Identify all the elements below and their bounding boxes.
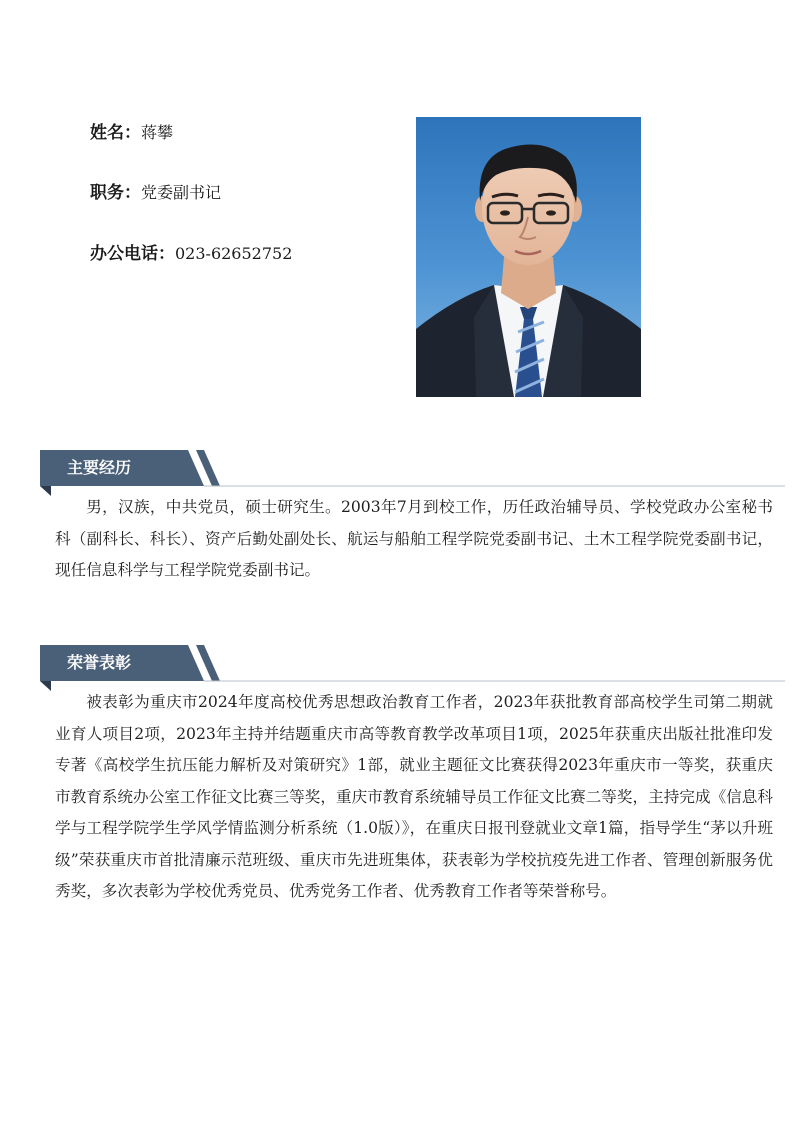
section-title-honors: 荣誉表彰 bbox=[67, 653, 132, 672]
position-row bbox=[90, 182, 221, 204]
phone-label: 办公电话： bbox=[90, 244, 175, 264]
name-row bbox=[90, 122, 173, 144]
section-header-honors bbox=[40, 645, 785, 691]
phone-row bbox=[90, 243, 292, 265]
section-title-experience: 主要经历 bbox=[67, 458, 132, 477]
phone-value: 023-62652752 bbox=[175, 244, 293, 263]
portrait-illustration bbox=[416, 117, 641, 397]
name-value: 蒋攀 bbox=[141, 123, 174, 142]
position-value: 党委副书记 bbox=[141, 183, 222, 202]
section-header-banner bbox=[40, 645, 785, 691]
section-header-banner bbox=[40, 450, 785, 496]
experience-paragraph: 男，汉族，中共党员，硕士研究生。2003年7月到校工作，历任政治辅导员、学校党政办公室秘书科（副科长、科长）、资产后勤处副处长、航运与船舶工程学院党委副书记、土木工程学院党委副书记，现任信息科学与工程学院党委副书记。 bbox=[55, 498, 773, 579]
section-header-experience bbox=[40, 450, 785, 496]
position-label: 职务： bbox=[90, 183, 141, 203]
honors-paragraph: 被表彰为重庆市2024年度高校优秀思想政治教育工作者，2023年获批教育部高校学生司第二期就业育人项目2项，2023年主持并结题重庆市高等教育教学改革项目1项，2025年获重庆出版社批准印发专著《高校学生抗压能力解析及对策研究》1部，就业主题征文比赛获得2023年重庆市一等奖，获重庆市教育系统办公室工作征文比赛三等奖，重庆市教育系统辅导员工作征文比赛二等奖，主持完成《信息科学与工程学院学生学风学情监测分析系统（1.0版）》，在重庆日报刊登就业文章1篇，指导学生“茅以升班级”荣获重庆市首批清廉示范班级、重庆市先进班集体，获表彰为学校抗疫先进工作者、管理创新服务优秀奖，多次表彰为学校优秀党员、优秀党务工作者、优秀教育工作者等荣誉称号。 bbox=[55, 693, 773, 900]
portrait-photo bbox=[416, 117, 641, 397]
name-label: 姓名： bbox=[90, 123, 141, 143]
